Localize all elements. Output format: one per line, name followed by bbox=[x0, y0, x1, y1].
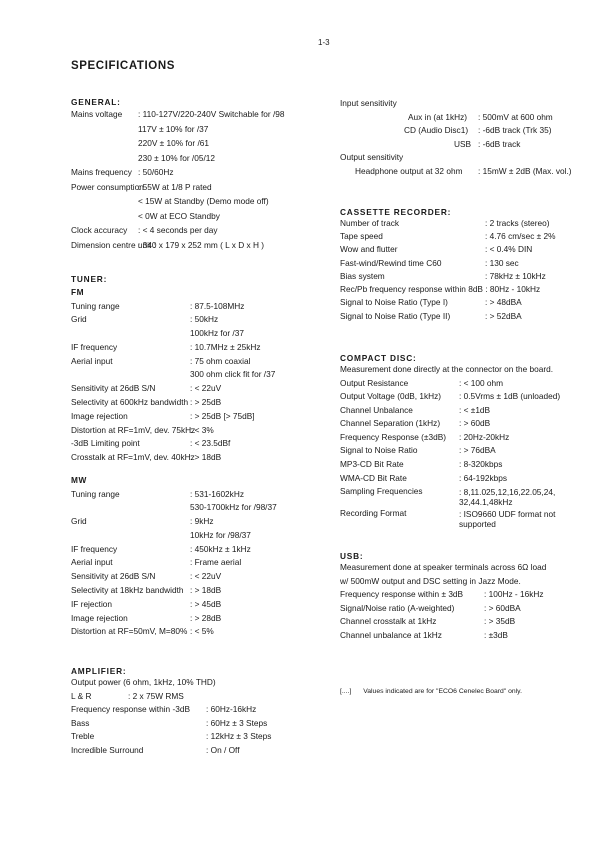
spec-value: : 50/60Hz bbox=[138, 167, 174, 177]
spec-value: : 12kHz ± 3 Steps bbox=[206, 731, 272, 741]
spec-value: : > 18dB bbox=[190, 585, 222, 596]
spec-row bbox=[340, 458, 585, 472]
spec-label: Fast-wind/Rewind time C60 bbox=[340, 257, 442, 268]
spec-value: : 9kHz bbox=[190, 516, 214, 527]
spec-row bbox=[340, 310, 585, 323]
spec-value: : > 45dB bbox=[190, 598, 222, 609]
input-row-aux bbox=[340, 111, 580, 125]
spec-label: Sensitivity at 26dB S/N bbox=[71, 571, 156, 582]
spec-row bbox=[71, 570, 331, 584]
spec-label: Signal to Noise Ratio (Type I) bbox=[340, 297, 448, 308]
spec-row bbox=[340, 404, 585, 418]
spec-value: 117V ± 10% for /37 bbox=[138, 123, 209, 134]
page-title: SPECIFICATIONS bbox=[71, 60, 176, 72]
rec-response-line: Rec/Pb frequency response within 8dB : 80Hz - 10kHz bbox=[340, 283, 541, 294]
spec-row bbox=[340, 390, 585, 404]
spec-value: : 450kHz ± 1kHz bbox=[190, 543, 251, 554]
spec-row bbox=[71, 515, 331, 529]
spec-label: Incredible Surround bbox=[71, 744, 144, 755]
recording-label: Recording Format bbox=[340, 508, 407, 519]
spec-label: Mains frequency bbox=[71, 167, 132, 177]
sampling-label: Sampling Frequencies bbox=[340, 486, 423, 497]
tuner-section bbox=[71, 274, 331, 465]
usb-rows bbox=[340, 588, 585, 642]
cassette-section bbox=[340, 207, 585, 323]
input-row-usb bbox=[340, 138, 580, 152]
spec-row bbox=[340, 472, 585, 486]
spec-label: Bass bbox=[71, 717, 90, 728]
usb-intro-1: Measurement done at speaker terminals across 6Ω load bbox=[340, 562, 547, 572]
spec-row bbox=[340, 615, 585, 629]
spec-value: 230 ± 10% for /05/12 bbox=[138, 152, 215, 163]
usb-heading: USB: bbox=[340, 551, 364, 561]
input-label: Aux in (at 1kHz) bbox=[408, 111, 468, 122]
spec-row bbox=[71, 424, 331, 438]
spec-row bbox=[71, 501, 331, 515]
cassette-heading: CASSETTE RECORDER: bbox=[340, 207, 452, 217]
spec-row bbox=[71, 730, 331, 744]
spec-label: Tuning range bbox=[71, 488, 120, 499]
input-heading: Input sensitivity bbox=[340, 98, 397, 108]
spec-value: : > 52dBA bbox=[485, 310, 522, 321]
spec-row bbox=[71, 355, 331, 369]
input-value: : -6dB track (Trk 35) bbox=[478, 125, 552, 135]
spec-row bbox=[71, 396, 331, 410]
spec-row bbox=[340, 377, 585, 391]
headphone-label: Headphone output at 32 ohm bbox=[355, 165, 463, 176]
spec-value: : < 100 ohm bbox=[459, 377, 504, 388]
spec-row bbox=[71, 165, 331, 180]
spec-row bbox=[71, 584, 331, 598]
spec-value: : 340 x 179 x 252 mm ( L x D x H ) bbox=[138, 239, 265, 250]
spec-row bbox=[340, 444, 585, 458]
spec-value: : ±3dB bbox=[484, 629, 508, 640]
spec-row bbox=[71, 238, 331, 253]
spec-value: : > 76dBA bbox=[459, 445, 496, 456]
recording-row bbox=[340, 507, 585, 529]
spec-value: : 130 sec bbox=[485, 257, 519, 268]
spec-value: : < 22uV bbox=[190, 383, 222, 394]
spec-row bbox=[340, 217, 585, 230]
spec-label: Channel crosstalk at 1kHz bbox=[340, 616, 437, 626]
sampling-row bbox=[340, 485, 585, 507]
spec-value: : 78kHz ± 10kHz bbox=[485, 270, 546, 281]
lr-row bbox=[71, 690, 331, 704]
spec-value: < 0W at ECO Standby bbox=[138, 210, 220, 221]
spec-value: : < 22uV bbox=[190, 571, 222, 582]
spec-label: Signal to Noise Ratio (Type II) bbox=[340, 310, 451, 321]
spec-label: Frequency Response (±3dB) bbox=[340, 431, 447, 442]
spec-value: : 60Hz-16kHz bbox=[206, 704, 257, 714]
input-value: : -6dB track bbox=[478, 138, 521, 149]
headphone-value: : 15mW ± 2dB (Max. vol.) bbox=[478, 165, 572, 176]
mw-rows bbox=[71, 488, 331, 640]
spec-row bbox=[71, 744, 331, 758]
spec-value: 100kHz for /37 bbox=[190, 328, 244, 339]
spec-label: IF frequency bbox=[71, 543, 118, 554]
spec-row bbox=[71, 703, 331, 717]
spec-label: Output Resistance bbox=[340, 377, 409, 388]
input-row-cd bbox=[340, 124, 580, 138]
spec-value: : > 28dB bbox=[190, 612, 222, 623]
spec-value: : > 25dB bbox=[190, 397, 222, 408]
spec-value: : 10.7MHz ± 25kHz bbox=[190, 341, 261, 352]
spec-row bbox=[71, 556, 331, 570]
spec-label: Grid bbox=[71, 314, 87, 325]
spec-row bbox=[71, 717, 331, 731]
footnote-bracket: [....] bbox=[340, 688, 352, 695]
spec-row bbox=[340, 270, 585, 283]
mw-section bbox=[71, 474, 331, 639]
general-rows bbox=[71, 107, 331, 252]
spec-row bbox=[71, 107, 331, 122]
spec-label: Sensitivity at 26dB S/N bbox=[71, 383, 156, 394]
spec-value: : < 0.4% DIN bbox=[485, 244, 533, 255]
spec-value: : On / Off bbox=[206, 744, 240, 755]
general-heading: GENERAL: bbox=[71, 97, 121, 107]
lr-label: L & R bbox=[71, 690, 92, 701]
mw-heading: MW bbox=[71, 475, 87, 485]
spec-row bbox=[71, 612, 331, 626]
spec-row bbox=[340, 431, 585, 445]
spec-value: : > 25dB [> 75dB] bbox=[190, 410, 255, 421]
spec-value: : > 48dBA bbox=[485, 297, 522, 308]
footnote-text: Values indicated are for "ECO6 Cenelec Board" only. bbox=[363, 688, 522, 695]
cd-section bbox=[340, 353, 585, 529]
spec-row bbox=[71, 543, 331, 557]
spec-label: Mains voltage bbox=[71, 109, 123, 119]
spec-row bbox=[71, 180, 331, 195]
input-value: : 500mV at 600 ohm bbox=[478, 111, 553, 122]
spec-row bbox=[71, 151, 331, 166]
spec-label: -3dB Limiting point bbox=[71, 438, 140, 449]
spec-row bbox=[71, 300, 331, 314]
spec-value: : 531-1602kHz bbox=[190, 488, 244, 499]
spec-row bbox=[71, 313, 331, 327]
spec-row bbox=[71, 327, 331, 341]
spec-row bbox=[71, 625, 331, 639]
spec-value: : 100Hz - 16kHz bbox=[484, 589, 544, 599]
page-number: 1-3 bbox=[318, 38, 330, 47]
amp-rows bbox=[71, 703, 331, 757]
tuner-heading: TUNER: bbox=[71, 274, 108, 284]
headphone-row bbox=[340, 165, 580, 179]
spec-value: : 64-192kbps bbox=[459, 472, 507, 483]
spec-row bbox=[340, 588, 585, 602]
spec-value: : 20Hz-20kHz bbox=[459, 431, 510, 442]
spec-label: Treble bbox=[71, 731, 95, 741]
spec-label: Image rejection bbox=[71, 410, 128, 421]
spec-label: Channel Unbalance bbox=[340, 404, 413, 415]
spec-row bbox=[71, 410, 331, 424]
spec-value: 10kHz for /98/37 bbox=[190, 529, 251, 540]
spec-row bbox=[71, 194, 331, 209]
spec-row bbox=[71, 529, 331, 543]
cassette-rows2 bbox=[340, 296, 585, 322]
spec-label: WMA-CD Bit Rate bbox=[340, 472, 407, 483]
cassette-rows bbox=[340, 217, 585, 283]
spec-row bbox=[340, 296, 585, 309]
spec-value: : 2 tracks (stereo) bbox=[485, 218, 550, 228]
spec-label: Aerial input bbox=[71, 557, 113, 568]
amplifier-section bbox=[71, 666, 331, 757]
spec-row bbox=[340, 230, 585, 243]
spec-value: : < 4 seconds per day bbox=[138, 225, 218, 235]
spec-value: 530-1700kHz for /98/37 bbox=[190, 502, 277, 513]
spec-value: : < 23.5dBf bbox=[190, 438, 231, 449]
spec-value: : 110-127V/220-240V Switchable for /98 bbox=[138, 109, 285, 119]
amplifier-heading: AMPLIFIER: bbox=[71, 666, 127, 676]
spec-value: : 87.5-108MHz bbox=[190, 300, 245, 311]
spec-row bbox=[71, 368, 331, 382]
spec-label: Power consumption bbox=[71, 181, 144, 192]
spec-value: : 4.76 cm/sec ± 2% bbox=[485, 231, 556, 242]
spec-row bbox=[71, 451, 331, 465]
spec-value: : 60Hz ± 3 Steps bbox=[206, 717, 268, 728]
spec-label: Clock accuracy bbox=[71, 225, 128, 235]
spec-row bbox=[71, 136, 331, 151]
spec-row bbox=[340, 629, 585, 643]
spec-value: : > 35dB bbox=[484, 616, 516, 626]
spec-row bbox=[71, 341, 331, 355]
spec-row bbox=[71, 437, 331, 451]
spec-value: < 15W at Standby (Demo mode off) bbox=[138, 196, 269, 206]
spec-value: : 50kHz bbox=[190, 314, 219, 325]
spec-label: Output Voltage (0dB, 1kHz) bbox=[340, 391, 442, 402]
spec-value: 220V ± 10% for /61 bbox=[138, 138, 209, 148]
spec-value: : 75 ohm coaxial bbox=[190, 355, 251, 366]
spec-label: Frequency response within ± 3dB bbox=[340, 589, 464, 599]
spec-label: Signal/Noise ratio (A-weighted) bbox=[340, 602, 455, 613]
spec-value: : > 60dBA bbox=[484, 602, 521, 613]
spec-label: Dimension centre unit : bbox=[71, 239, 156, 250]
spec-label: Wow and flutter bbox=[340, 244, 398, 255]
sampling-value: : 8,11.025,12,16,22.05,24, 32,44.1,48kHz bbox=[459, 487, 556, 508]
output-power-line: Output power (6 ohm, 1kHz, 10% THD) bbox=[71, 677, 216, 687]
spec-row bbox=[71, 209, 331, 224]
spec-row bbox=[71, 223, 331, 238]
spec-label: MP3-CD Bit Rate bbox=[340, 459, 404, 470]
spec-row bbox=[71, 598, 331, 612]
input-label: USB bbox=[454, 138, 472, 149]
recording-value: : ISO9660 UDF format not supported bbox=[459, 509, 556, 530]
spec-label: IF rejection bbox=[71, 598, 113, 609]
general-section bbox=[71, 97, 331, 252]
cd-heading: COMPACT DISC: bbox=[340, 353, 417, 363]
spec-label: IF frequency bbox=[71, 341, 118, 352]
cd-intro: Measurement done directly at the connector on the board. bbox=[340, 364, 554, 374]
spec-label: Distortion at RF=50mV, M=80% bbox=[71, 626, 188, 637]
spec-label: Frequency response within -3dB bbox=[71, 704, 190, 714]
spec-value: : < ±1dB bbox=[459, 404, 491, 415]
spec-label: Aerial input bbox=[71, 355, 113, 366]
spec-value: : > 60dB bbox=[459, 418, 491, 429]
spec-row bbox=[71, 122, 331, 137]
spec-label: Distortion at RF=1mV, dev. 75kHz bbox=[71, 424, 196, 435]
spec-label: Bias system bbox=[340, 270, 385, 281]
lr-value: : 2 x 75W RMS bbox=[128, 690, 184, 701]
fm-rows bbox=[71, 300, 331, 466]
spec-label: Signal to Noise Ratio bbox=[340, 445, 418, 456]
footnote bbox=[340, 688, 522, 695]
spec-label: Selectivity at 600kHz bandwidth bbox=[71, 397, 189, 408]
spec-label: Crosstalk at RF=1mV, dev. 40kHz bbox=[71, 452, 195, 463]
input-section bbox=[340, 97, 580, 178]
spec-row bbox=[340, 243, 585, 256]
spec-label: Tuning range bbox=[71, 300, 120, 311]
spec-value: : > 18dB bbox=[190, 452, 222, 463]
input-label: CD (Audio Disc1) bbox=[404, 125, 469, 135]
spec-value: : 0.5Vrms ± 1dB (unloaded) bbox=[459, 391, 561, 402]
spec-label: Channel Separation (1kHz) bbox=[340, 418, 441, 429]
spec-label: Grid bbox=[71, 516, 87, 527]
spec-label: Tape speed bbox=[340, 231, 383, 242]
spec-value: 300 ohm click fit for /37 bbox=[190, 369, 276, 380]
spec-row bbox=[340, 257, 585, 270]
spec-row bbox=[340, 602, 585, 616]
spec-value: : 8-320kbps bbox=[459, 459, 503, 470]
spec-label: Channel unbalance at 1kHz bbox=[340, 629, 442, 640]
spec-label: Number of track bbox=[340, 218, 400, 228]
spec-value: : < 5% bbox=[190, 626, 214, 637]
output-heading: Output sensitivity bbox=[340, 152, 404, 162]
spec-row bbox=[71, 382, 331, 396]
spec-label: Selectivity at 18kHz bandwidth bbox=[71, 585, 184, 596]
spec-value: : 55W at 1/8 P rated bbox=[138, 181, 212, 192]
spec-row bbox=[71, 488, 331, 502]
usb-intro-2: w/ 500mW output and DSC setting in Jazz Mode. bbox=[340, 575, 521, 586]
usb-section bbox=[340, 551, 585, 642]
spec-label: Image rejection bbox=[71, 612, 128, 623]
spec-value: : Frame aerial bbox=[190, 557, 242, 568]
spec-row bbox=[340, 417, 585, 431]
spec-value: : < 3% bbox=[190, 424, 214, 435]
cd-rows bbox=[340, 377, 585, 486]
fm-heading: FM bbox=[71, 287, 85, 297]
